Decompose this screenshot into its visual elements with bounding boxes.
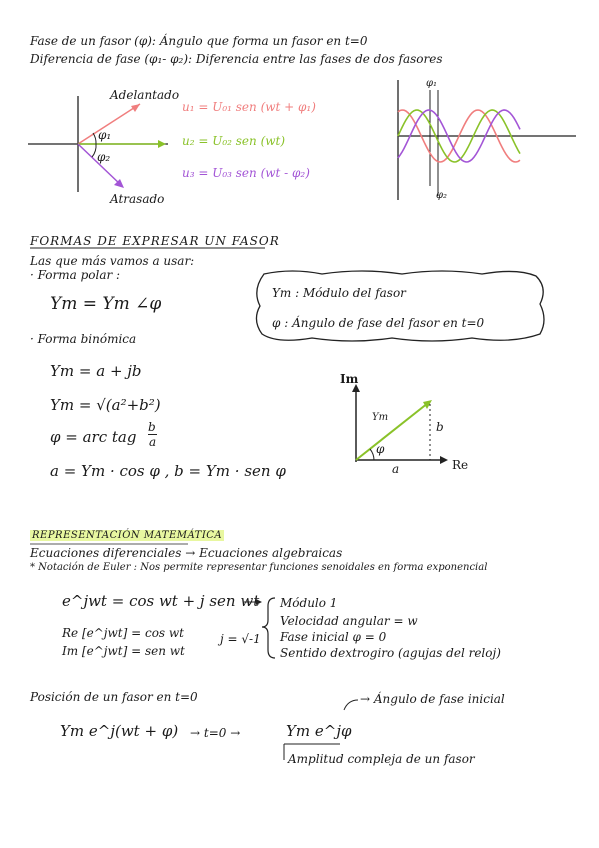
binomica-label: · Forma binómica — [30, 332, 137, 346]
prop-sentido: Sentido dextrogiro (agujas del reloj) — [280, 646, 501, 660]
equation-u1: u₁ = U₀₁ sen (wt + φ₁) — [182, 100, 316, 114]
prop-modulo: Módulo 1 — [280, 596, 338, 610]
rep-line-1: Ecuaciones diferenciales → Ecuaciones algebraicas — [30, 546, 343, 560]
formas-subtitle: Las que más vamos a usar: — [30, 254, 195, 268]
ym-vector — [356, 403, 428, 460]
re-axis-label: Re — [452, 458, 469, 472]
rep-line-2: * Notación de Euler : Nos permite representar funciones senoidales en forma exponencial — [30, 562, 488, 573]
binomica-eq-1: Ym = a + jb — [50, 362, 142, 380]
angle-note: → Ángulo de fase inicial — [360, 692, 505, 706]
properties-brace — [262, 598, 275, 658]
a-label: a — [392, 462, 400, 476]
prop-fase: Fase inicial φ = 0 — [280, 630, 387, 644]
phi1-arc — [93, 133, 96, 144]
binomica-eq-3-numerator: b — [148, 420, 156, 434]
phi2-label: φ₂ — [97, 150, 111, 164]
polar-equation: Ym = Ym ∠φ — [50, 294, 162, 314]
im-axis-label: Im — [340, 372, 359, 386]
box-line-1: Ym : Módulo del fasor — [272, 286, 406, 300]
euler-main: e^jwt = cos wt + j sen wt — [62, 592, 260, 610]
posicion-title: Posición de un fasor en t=0 — [30, 690, 198, 704]
angle-arc — [370, 449, 374, 460]
b-label: b — [436, 420, 444, 434]
lag-label: Atrasado — [110, 192, 165, 206]
rep-heading: REPRESENTACIÓN MATEMÁTICA — [32, 530, 223, 541]
wave-phi1-label: φ₁ — [426, 78, 438, 89]
angle-note-arrow — [344, 700, 358, 710]
binomica-eq-4: a = Ym · cos φ , b = Ym · sen φ — [50, 462, 286, 480]
definition-box — [252, 268, 548, 344]
equation-u3: u₃ = U₀₃ sen (wt - φ₂) — [182, 166, 310, 180]
re-arrowhead — [440, 456, 448, 464]
lead-label: Adelantado — [110, 88, 180, 102]
wave-phi2-label: φ₂ — [436, 190, 448, 201]
ym-vector-label: Ym — [372, 412, 389, 423]
binomica-eq-3: φ = arc tag — [50, 428, 137, 446]
phi2-arc — [92, 144, 96, 157]
euler-re: Re [e^jwt] = cos wt — [62, 626, 184, 640]
polar-label: · Forma polar : — [30, 268, 121, 282]
posicion-arrow: → t=0 → — [190, 726, 241, 740]
posicion-eq-left: Ym e^j(wt + φ) — [60, 722, 179, 740]
equation-u2: u₂ = U₀₂ sen (wt) — [182, 134, 286, 148]
prop-velocidad: Velocidad angular = w — [280, 614, 418, 628]
amp-note: Amplitud compleja de un fasor — [288, 752, 475, 766]
euler-im: Im [e^jwt] = sen wt — [62, 644, 185, 658]
lead-arrowhead — [131, 104, 140, 112]
posicion-eq-right: Ym e^jφ — [286, 722, 352, 740]
j-definition: j = √-1 — [220, 632, 261, 646]
angle-label: φ — [376, 442, 385, 456]
intro-line-1: Fase de un fasor (φ): Ángulo que forma un fasor en t=0 — [30, 34, 368, 48]
ref-arrowhead — [158, 140, 166, 148]
binomica-eq-2: Ym = √(a²+b²) — [50, 396, 161, 414]
formas-heading: FORMAS DE EXPRESAR UN FASOR — [30, 234, 280, 248]
phi1-label: φ₁ — [98, 128, 112, 142]
box-line-2: φ : Ángulo de fase del fasor en t=0 — [272, 316, 485, 330]
ym-arrowhead — [423, 400, 432, 409]
binomica-eq-3-denominator: a — [149, 435, 157, 449]
intro-line-2: Diferencia de fase (φ₁- φ₂): Diferencia entre las fases de dos fasores — [30, 52, 443, 66]
